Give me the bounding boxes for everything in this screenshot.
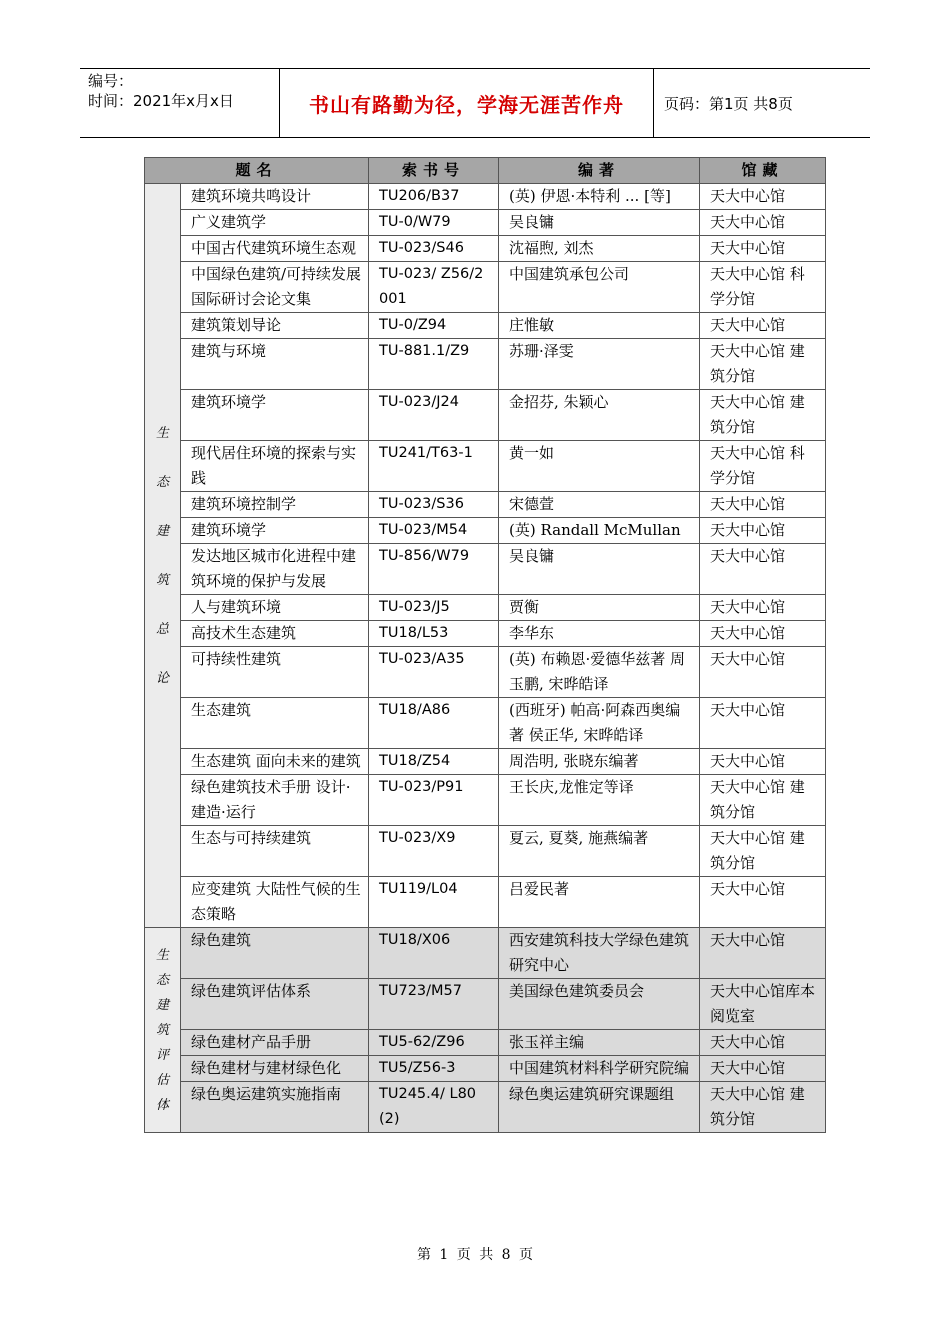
- call-number: TU241/T63-1: [369, 441, 499, 492]
- call-number: TU-023/ Z56/2001: [369, 262, 499, 313]
- location: 天大中心馆: [700, 595, 826, 621]
- table-row: [145, 979, 826, 1030]
- book-title: 中国古代建筑环境生态观: [181, 236, 369, 262]
- page-header: [80, 68, 870, 138]
- book-title: 绿色建筑技术手册 设计·建造·运行: [181, 775, 369, 826]
- author: 庄惟敏: [499, 313, 700, 339]
- call-number: TU-0/W79: [369, 210, 499, 236]
- location: 天大中心馆库本阅览室: [700, 979, 826, 1030]
- location: 天大中心馆 建筑分馆: [700, 826, 826, 877]
- author: 宋德萱: [499, 492, 700, 518]
- book-title: 广义建筑学: [181, 210, 369, 236]
- table-row: [145, 826, 826, 877]
- call-number: TU-023/A35: [369, 647, 499, 698]
- book-title: 人与建筑环境: [181, 595, 369, 621]
- author: 夏云, 夏葵, 施燕编著: [499, 826, 700, 877]
- author: 绿色奥运建筑研究课题组: [499, 1082, 700, 1133]
- book-title: 生态建筑: [181, 698, 369, 749]
- book-title: 绿色奥运建筑实施指南: [181, 1082, 369, 1133]
- call-number: TU245.4/ L80(2): [369, 1082, 499, 1133]
- book-title: 绿色建筑评估体系: [181, 979, 369, 1030]
- call-number: TU-023/J5: [369, 595, 499, 621]
- call-number: TU-856/W79: [369, 544, 499, 595]
- table-row: [145, 749, 826, 775]
- book-title: 建筑环境共鸣设计: [181, 184, 369, 210]
- book-title: 可持续性建筑: [181, 647, 369, 698]
- call-number: TU-0/Z94: [369, 313, 499, 339]
- table-row: [145, 339, 826, 390]
- location: 天大中心馆: [700, 1056, 826, 1082]
- table-row: [145, 698, 826, 749]
- author: 李华东: [499, 621, 700, 647]
- book-title: 绿色建筑: [181, 928, 369, 979]
- author: 吕爱民著: [499, 877, 700, 928]
- table-row: [145, 390, 826, 441]
- author: 苏珊·泽雯: [499, 339, 700, 390]
- author: (西班牙) 帕高·阿森西奥编著 侯正华, 宋晔皓译: [499, 698, 700, 749]
- column-header-title: 题名: [145, 158, 369, 184]
- book-title: 绿色建材产品手册: [181, 1030, 369, 1056]
- category-cell: [145, 928, 181, 1133]
- call-number: TU18/Z54: [369, 749, 499, 775]
- location: 天大中心馆: [700, 518, 826, 544]
- author: 吴良镛: [499, 210, 700, 236]
- location: 天大中心馆: [700, 544, 826, 595]
- book-catalog-table: [144, 157, 826, 1133]
- book-title: 建筑环境控制学: [181, 492, 369, 518]
- number-label: 编号：: [88, 72, 134, 90]
- book-title: 绿色建材与建材绿色化: [181, 1056, 369, 1082]
- book-title: 高技术生态建筑: [181, 621, 369, 647]
- location: 天大中心馆 科学分馆: [700, 441, 826, 492]
- location: 天大中心馆 建筑分馆: [700, 390, 826, 441]
- call-number: TU-023/M54: [369, 518, 499, 544]
- page-footer: 第 1 页 共 8 页: [416, 1247, 534, 1263]
- author: 贾衡: [499, 595, 700, 621]
- header-motto-cell: [280, 69, 654, 137]
- table-row: [145, 1056, 826, 1082]
- book-title: 中国绿色建筑/可持续发展国际研讨会论文集: [181, 262, 369, 313]
- location: 天大中心馆: [700, 313, 826, 339]
- author: 中国建筑材料科学研究院编: [499, 1056, 700, 1082]
- table-row: [145, 928, 826, 979]
- call-number: TU206/B37: [369, 184, 499, 210]
- category-label: 生态建筑评估体: [155, 947, 169, 1113]
- category-cell: [145, 184, 181, 928]
- author: (英) 伊恩·本特利 ... [等]: [499, 184, 700, 210]
- author: 张玉祥主编: [499, 1030, 700, 1056]
- table-header-row: [145, 158, 826, 184]
- location: 天大中心馆: [700, 184, 826, 210]
- table-row: [145, 647, 826, 698]
- group-assessment: [145, 928, 826, 1133]
- location: 天大中心馆: [700, 492, 826, 518]
- book-title: 应变建筑 大陆性气候的生态策略: [181, 877, 369, 928]
- call-number: TU119/L04: [369, 877, 499, 928]
- author: 中国建筑承包公司: [499, 262, 700, 313]
- author: (英) 布赖恩·爱德华兹著 周玉鹏, 宋晔皓译: [499, 647, 700, 698]
- call-number: TU-023/J24: [369, 390, 499, 441]
- location: 天大中心馆: [700, 698, 826, 749]
- location: 天大中心馆: [700, 647, 826, 698]
- table-row: [145, 1030, 826, 1056]
- book-title: 建筑策划导论: [181, 313, 369, 339]
- author: (英) Randall McMullan: [499, 518, 700, 544]
- location: 天大中心馆: [700, 210, 826, 236]
- time-label: 时间：2021年x月x日: [88, 92, 234, 110]
- table-row: [145, 621, 826, 647]
- table-row: [145, 492, 826, 518]
- group-general: [145, 184, 826, 928]
- book-title: 建筑环境学: [181, 390, 369, 441]
- call-number: TU-881.1/Z9: [369, 339, 499, 390]
- table-row: [145, 518, 826, 544]
- table-row: [145, 441, 826, 492]
- call-number: TU-023/S36: [369, 492, 499, 518]
- author: 金招芬, 朱颖心: [499, 390, 700, 441]
- book-title: 生态与可持续建筑: [181, 826, 369, 877]
- call-number: TU5/Z56-3: [369, 1056, 499, 1082]
- call-number: TU5-62/Z96: [369, 1030, 499, 1056]
- table-row: [145, 1082, 826, 1133]
- table-row: [145, 184, 826, 210]
- call-number: TU18/X06: [369, 928, 499, 979]
- call-number: TU18/A86: [369, 698, 499, 749]
- table-row: [145, 313, 826, 339]
- location: 天大中心馆 建筑分馆: [700, 1082, 826, 1133]
- table-row: [145, 236, 826, 262]
- category-label: 生态建筑总论: [155, 425, 169, 686]
- table-row: [145, 210, 826, 236]
- call-number: TU723/M57: [369, 979, 499, 1030]
- book-title: 现代居住环境的探索与实践: [181, 441, 369, 492]
- header-meta: [80, 69, 280, 137]
- location: 天大中心馆: [700, 621, 826, 647]
- book-title: 生态建筑 面向未来的建筑: [181, 749, 369, 775]
- location: 天大中心馆: [700, 928, 826, 979]
- location: 天大中心馆: [700, 877, 826, 928]
- location: 天大中心馆 建筑分馆: [700, 775, 826, 826]
- call-number: TU-023/P91: [369, 775, 499, 826]
- location: 天大中心馆 科学分馆: [700, 262, 826, 313]
- location: 天大中心馆: [700, 749, 826, 775]
- table-row: [145, 262, 826, 313]
- author: 王长庆,龙惟定等译: [499, 775, 700, 826]
- author: 吴良镛: [499, 544, 700, 595]
- column-header-call-no: 索书号: [369, 158, 499, 184]
- table-row: [145, 877, 826, 928]
- author: 周浩明, 张晓东编著: [499, 749, 700, 775]
- table-row: [145, 775, 826, 826]
- author: 沈福煦, 刘杰: [499, 236, 700, 262]
- book-title: 发达地区城市化进程中建筑环境的保护与发展: [181, 544, 369, 595]
- location: 天大中心馆: [700, 236, 826, 262]
- book-title: 建筑与环境: [181, 339, 369, 390]
- table-row: [145, 595, 826, 621]
- header-motto: 书山有路勤为径，学海无涯苦作舟: [309, 92, 624, 117]
- column-header-location: 馆藏: [700, 158, 826, 184]
- call-number: TU18/L53: [369, 621, 499, 647]
- location: 天大中心馆 建筑分馆: [700, 339, 826, 390]
- author: 西安建筑科技大学绿色建筑研究中心: [499, 928, 700, 979]
- book-title: 建筑环境学: [181, 518, 369, 544]
- location: 天大中心馆: [700, 1030, 826, 1056]
- header-page-info: 页码：第1页 共8页: [664, 94, 793, 113]
- column-header-author: 编著: [499, 158, 700, 184]
- author: 黄一如: [499, 441, 700, 492]
- call-number: TU-023/X9: [369, 826, 499, 877]
- author: 美国绿色建筑委员会: [499, 979, 700, 1030]
- table-row: [145, 544, 826, 595]
- call-number: TU-023/S46: [369, 236, 499, 262]
